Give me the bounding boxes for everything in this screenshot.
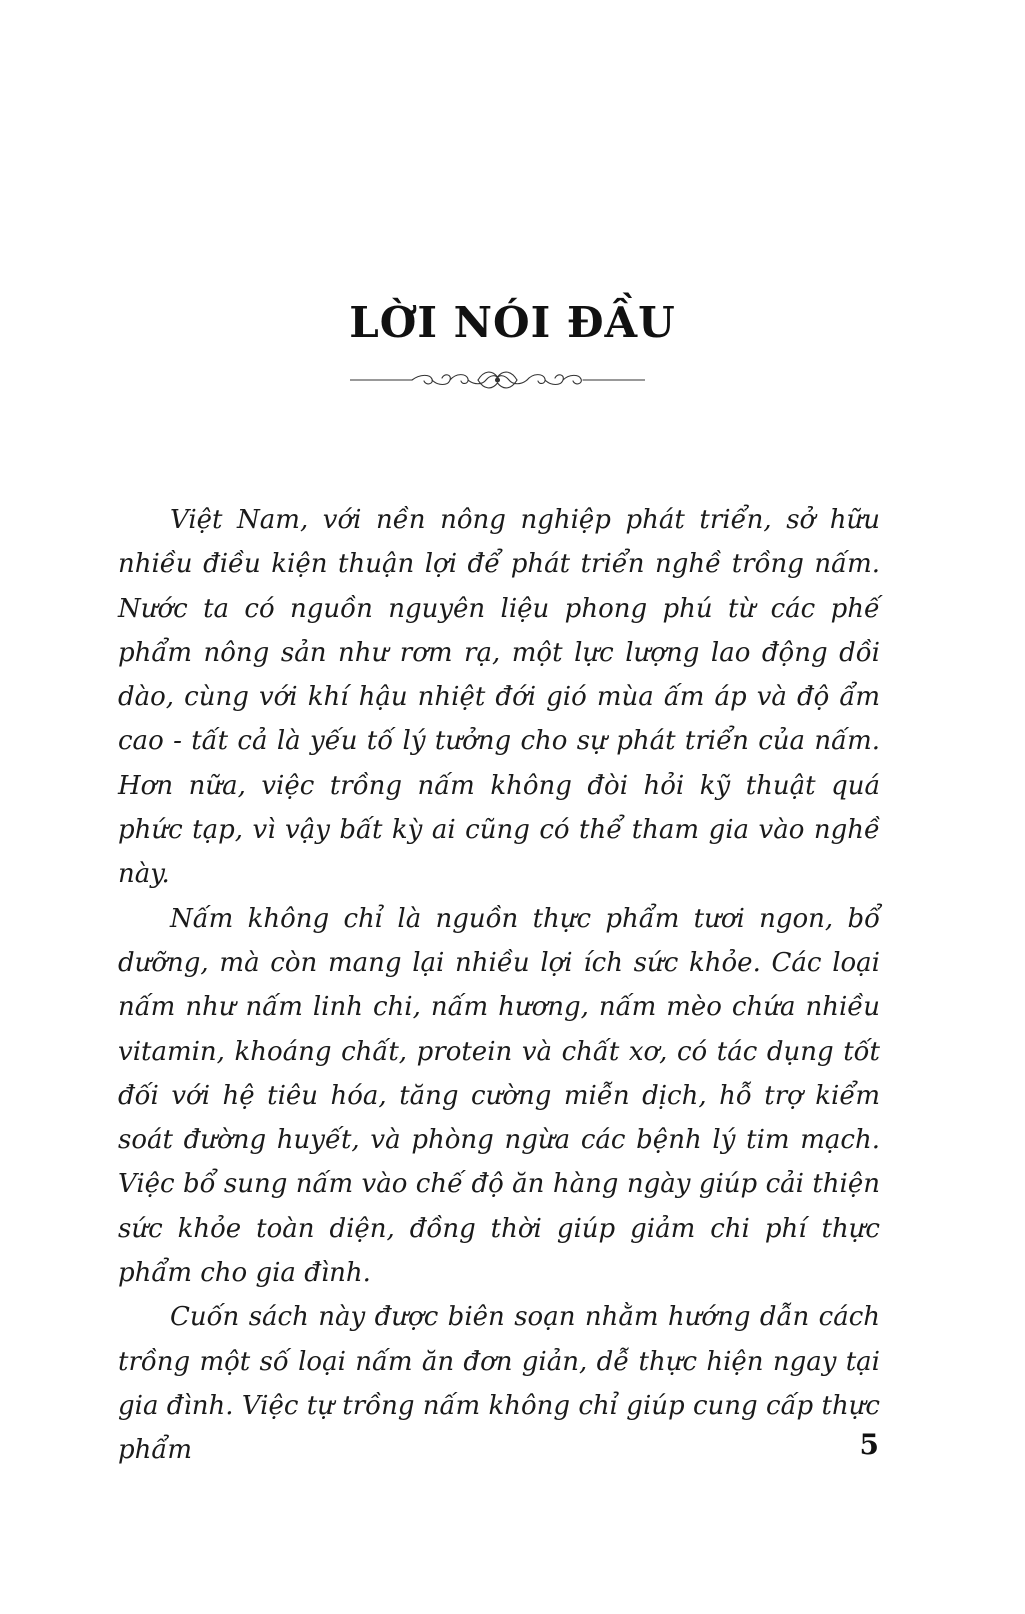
paragraph-3: Cuốn sách này được biên soạn nhằm hướng dẫn cách trồng một số loại nấm ăn đơn giản, dễ thực hiện ngay tại gia đình. Việc tự trồng nấm không chỉ giúp cung cấp thực phẩm bbox=[118, 1302, 880, 1466]
page-title: LỜI NÓI ĐẦU bbox=[349, 298, 676, 347]
page-number: 5 bbox=[859, 1428, 879, 1461]
paragraph-1: Việt Nam, với nền nông nghiệp phát triển, sở hữu nhiều điều kiện thuận lợi để phát triển nghề trồng nấm. Nước ta có nguồn nguyên liệu phong phú từ các phế phẩm nông sản như rơm rạ, một lực lượng lao động dồi dào, cùng với khí hậu nhiệt đới gió mùa ấm áp và độ ẩm cao - tất cả là yếu tố lý tưởng cho sự phát triển của nấm. Hơn nữa, việc trồng nấm không đòi hỏi kỹ thuật quá phức tạp, vì vậy bất kỳ ai cũng có thể tham gia vào nghề này. bbox=[118, 505, 880, 890]
flourish-divider-icon bbox=[350, 364, 645, 394]
preface-body bbox=[118, 498, 880, 1473]
paragraph-2: Nấm không chỉ là nguồn thực phẩm tươi ngon, bổ dưỡng, mà còn mang lại nhiều lợi ích sức khỏe. Các loại nấm như nấm linh chi, nấm hương, nấm mèo chứa nhiều vitamin, khoáng chất, protein và chất xơ, có tác dụng tốt đối với hệ tiêu hóa, tăng cường miễn dịch, hỗ trợ kiểm soát đường huyết, và phòng ngừa các bệnh lý tim mạch. Việc bổ sung nấm vào chế độ ăn hàng ngày giúp cải thiện sức khỏe toàn diện, đồng thời giúp giảm chi phí thực phẩm cho gia đình. bbox=[118, 903, 880, 1289]
